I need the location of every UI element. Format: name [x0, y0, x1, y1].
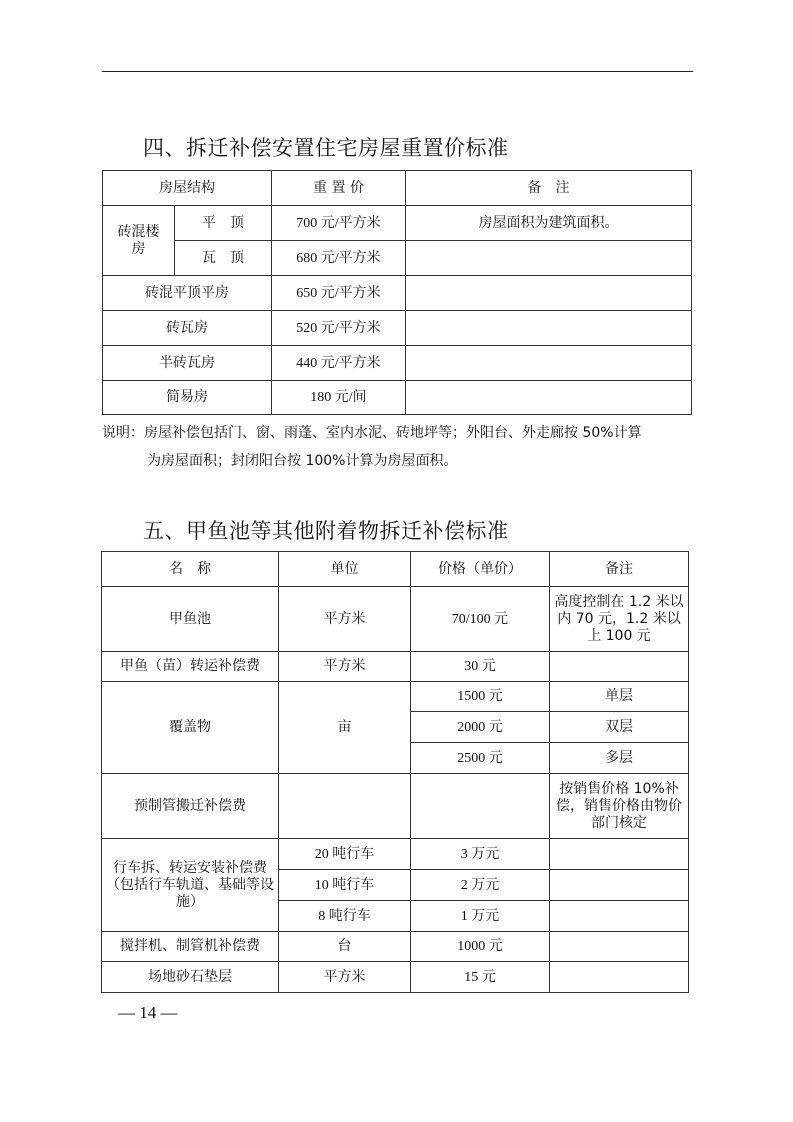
row-unit: 亩 [279, 682, 411, 774]
row-name: 行车拆、转运安装补偿费（包括行车轨道、基础等设施） [102, 839, 279, 932]
header-price: 重 置 价 [272, 171, 406, 206]
row-price: 3 万元 [411, 839, 550, 870]
header-price: 价格（单价） [411, 552, 550, 587]
row-remark [406, 346, 692, 381]
row-price: 440 元/平方米 [272, 346, 406, 381]
row-label: 砖混平顶平房 [103, 276, 272, 311]
table-row [103, 311, 692, 346]
row-name: 甲鱼池 [102, 587, 279, 652]
row-name: 甲鱼（苗）转运补偿费 [102, 652, 279, 682]
attachment-compensation-table [101, 551, 689, 993]
table-row [102, 652, 689, 682]
row-label: 瓦 顶 [175, 241, 272, 276]
table-row [102, 962, 689, 993]
table-row [102, 932, 689, 962]
row-unit: 20 吨行车 [279, 839, 411, 870]
row-price: 680 元/平方米 [272, 241, 406, 276]
header-remark: 备注 [550, 552, 689, 587]
row-unit [279, 774, 411, 839]
row-remark [406, 381, 692, 415]
page-number: — 14 — [118, 1003, 178, 1022]
table-row [102, 682, 689, 712]
row-remark [406, 241, 692, 276]
row-remark: 按销售价格 10%补偿，销售价格由物价部门核定 [550, 774, 689, 839]
row-label: 平 顶 [175, 206, 272, 241]
row-remark [406, 311, 692, 346]
row-name: 覆盖物 [102, 682, 279, 774]
row-price: 2500 元 [411, 743, 550, 774]
row-price: 180 元/间 [272, 381, 406, 415]
section4-note-line1: 说明：房屋补偿包括门、窗、雨蓬、室内水泥、砖地坪等；外阳台、外走廊按 50%计算 [102, 425, 642, 441]
row-remark [550, 652, 689, 682]
table-row [102, 587, 689, 652]
row-remark [550, 932, 689, 962]
table-row [103, 206, 692, 241]
row-unit: 8 吨行车 [279, 901, 411, 932]
row-remark [406, 276, 692, 311]
row-remark [550, 870, 689, 901]
row-label: 简易房 [103, 381, 272, 415]
table-row [103, 241, 692, 276]
row-unit: 平方米 [279, 652, 411, 682]
row-price: 15 元 [411, 962, 550, 993]
row-remark: 单层 [550, 682, 689, 712]
table-row [102, 839, 689, 870]
header-unit: 单位 [279, 552, 411, 587]
row-remark: 高度控制在 1.2 米以内 70 元，1.2 米以上 100 元 [550, 587, 689, 652]
row-price: 520 元/平方米 [272, 311, 406, 346]
row-remark [550, 962, 689, 993]
section4-heading: 四、拆迁补偿安置住宅房屋重置价标准 [143, 136, 509, 160]
header-structure: 房屋结构 [103, 171, 272, 206]
row-price: 70/100 元 [411, 587, 550, 652]
brick-concrete-group-label: 砖混楼房 [103, 206, 175, 276]
row-name: 场地砂石垫层 [102, 962, 279, 993]
row-price: 1 万元 [411, 901, 550, 932]
row-price: 700 元/平方米 [272, 206, 406, 241]
row-remark [550, 839, 689, 870]
row-label: 砖瓦房 [103, 311, 272, 346]
table-row [103, 346, 692, 381]
table-header-row [102, 552, 689, 587]
row-remark: 双层 [550, 712, 689, 743]
row-remark [550, 901, 689, 932]
row-remark: 房屋面积为建筑面积。 [406, 206, 692, 241]
row-price: 30 元 [411, 652, 550, 682]
row-label: 半砖瓦房 [103, 346, 272, 381]
row-unit: 平方米 [279, 962, 411, 993]
table-row [103, 276, 692, 311]
row-price [411, 774, 550, 839]
header-name: 名 称 [102, 552, 279, 587]
table-row [103, 381, 692, 415]
row-remark: 多层 [550, 743, 689, 774]
table-header-row [103, 171, 692, 206]
row-unit: 平方米 [279, 587, 411, 652]
row-price: 2000 元 [411, 712, 550, 743]
table-row [102, 774, 689, 839]
row-name: 搅拌机、制管机补偿费 [102, 932, 279, 962]
row-price: 1000 元 [411, 932, 550, 962]
row-unit: 台 [279, 932, 411, 962]
section5-heading: 五、甲鱼池等其他附着物拆迁补偿标准 [143, 519, 509, 543]
section4-note-line2: 为房屋面积；封闭阳台按 100%计算为房屋面积。 [147, 453, 458, 469]
header-remark: 备 注 [406, 171, 692, 206]
row-price: 650 元/平方米 [272, 276, 406, 311]
row-price: 1500 元 [411, 682, 550, 712]
row-unit: 10 吨行车 [279, 870, 411, 901]
housing-price-table [102, 170, 692, 415]
row-name: 预制管搬迁补偿费 [102, 774, 279, 839]
header-rule [102, 71, 693, 72]
row-price: 2 万元 [411, 870, 550, 901]
